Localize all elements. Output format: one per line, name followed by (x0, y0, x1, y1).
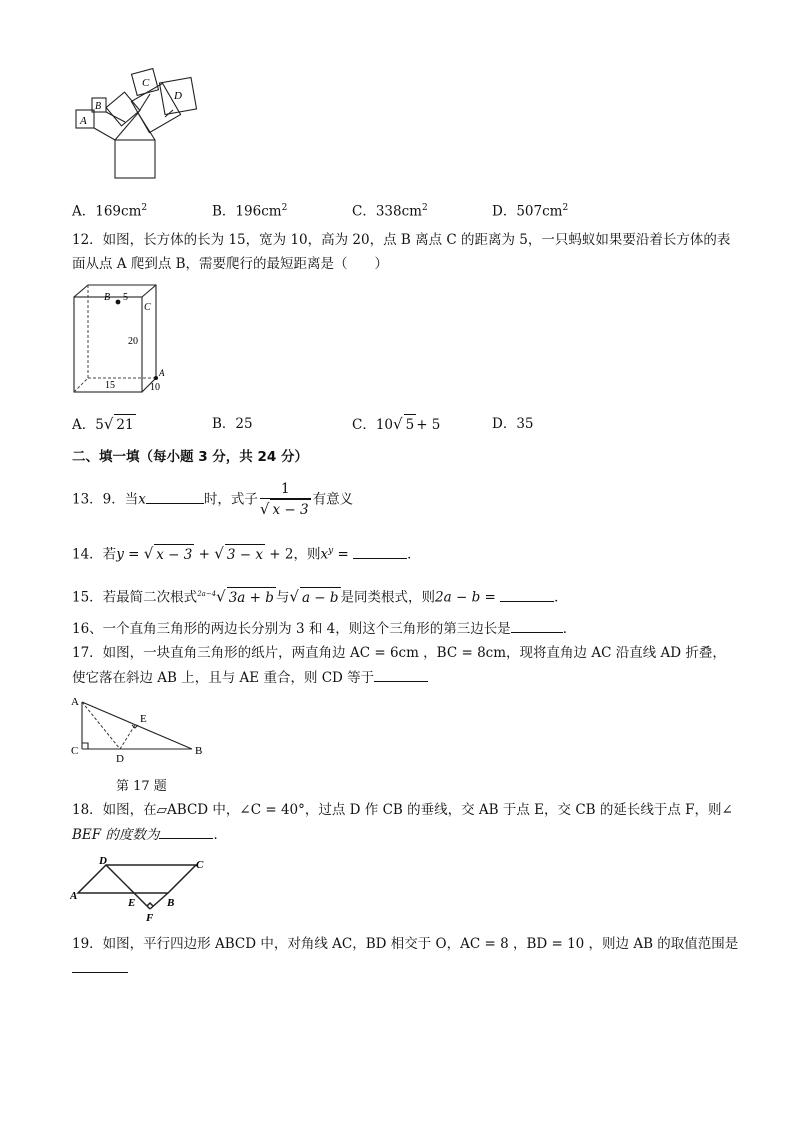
q12-text-line2: 面从点 A 爬到点 B，需要爬行的最短距离是（ ） (72, 256, 389, 272)
q14 (72, 541, 421, 565)
option-letter: D． (492, 203, 517, 220)
period: ． (407, 546, 421, 563)
label-a: A (159, 368, 165, 378)
radical-sign: √ (289, 587, 299, 606)
q12-option-a (72, 414, 136, 435)
radicand: 3a + b (227, 587, 276, 608)
label-d: D (99, 855, 107, 867)
option-value: 196cm (235, 203, 282, 220)
option-letter: A． (72, 417, 96, 433)
option-suffix: + 5 (416, 417, 441, 433)
q11-option-b (212, 198, 287, 222)
plus-sign: + (194, 546, 215, 563)
radical-sign: √ (103, 415, 114, 433)
label-a: A (80, 115, 87, 127)
option-value: 338cm (375, 203, 422, 220)
option-letter: C． (352, 417, 376, 433)
q11-option-c (352, 198, 428, 222)
numerator: 1 (260, 480, 311, 499)
label-f: F (146, 912, 154, 923)
q18-text-line1: 18．如图，在▱ABCD 中，∠C = 40°，过点 D 作 CB 的垂线，交 AB 于点 E，交 CB 的延长线于点 F，则∠ (72, 802, 733, 818)
label-b: B (95, 101, 102, 112)
q13-middle: 时，式子 (203, 491, 258, 508)
answer-blank[interactable] (500, 587, 554, 602)
period: ． (554, 589, 568, 606)
q12-option-b (212, 414, 253, 434)
option-value: 25 (235, 416, 253, 432)
option-letter: B． (212, 416, 236, 432)
figure-caption: 第 17 题 (116, 779, 167, 794)
period: ． (213, 827, 227, 843)
label-b: B (104, 292, 111, 303)
q16-text: 16、一个直角三角形的两边长分别为 3 和 4，则这个三角形的第三边长是 (72, 621, 511, 637)
label-c: C (144, 302, 151, 313)
option-letter: A． (72, 203, 96, 220)
radical-sign: √ (143, 544, 154, 563)
label-e: E (128, 897, 136, 909)
fraction (260, 480, 311, 520)
option-exponent: 2 (281, 203, 288, 213)
q15-prefix: 15．若最简二次根式 (72, 589, 198, 606)
right-triangle-fold-figure (70, 692, 210, 762)
equation-lhs: y = (116, 546, 144, 563)
q18-text-line2: BEF 的度数为 (72, 827, 160, 843)
label-c: C (142, 77, 150, 89)
option-letter: B． (212, 203, 236, 220)
q12-text-line1: 12．如图，长方体的长为 15，宽为 10，高为 20，点 B 离点 C 的距离为 5，一只蚂蚁如果要沿着长方体的表 (72, 232, 731, 248)
q13-suffix: 有意义 (312, 491, 354, 508)
radicand: x − 3 (154, 544, 194, 565)
q14-middle: ，则 (293, 546, 321, 563)
q19-text: 19．如图，平行四边形 ABCD 中，对角线 AC，BD 相交于 O，AC = 8 ，BD = 10 ，则边 AB 的取值范围是 (72, 936, 739, 952)
equals-sign: = (333, 546, 354, 563)
label-20: 20 (128, 336, 138, 347)
label-a: A (71, 696, 79, 708)
pythagoras-tree-figure (70, 64, 210, 182)
label-b: B (167, 897, 175, 909)
q15 (72, 584, 568, 608)
period: ． (562, 621, 577, 637)
q16 (72, 618, 576, 639)
constant-term: + 2 (264, 546, 294, 563)
q12-option-d (492, 414, 534, 434)
q17-text-line1: 17．如图，一块直角三角形的纸片，两直角边 AC = 6cm ，BC = 8cm，现将直角边 AC 沿直线 AD 折叠， (72, 645, 726, 661)
answer-blank[interactable] (146, 489, 204, 504)
expression: 2a − b = (435, 589, 501, 606)
q15-post: 是同类根式，则 (340, 589, 436, 606)
power-exponent: y (328, 546, 334, 556)
option-exponent: 2 (421, 203, 428, 213)
variable-x: x (138, 491, 146, 508)
denominator: √ x − 3 (259, 500, 309, 518)
q11-option-d (492, 198, 568, 222)
option-coeff: 5 (95, 417, 104, 433)
radicand: 3 − x (225, 544, 265, 565)
radicand: a − b (300, 587, 341, 608)
option-letter: D． (492, 416, 517, 432)
section-title: 二、填一填（每小题 3 分，共 24 分） (72, 449, 308, 465)
q17-text-line2: 使它落在斜边 AB 上，且与 AE 重合，则 CD 等于 (72, 670, 375, 686)
label-a: A (70, 890, 78, 902)
radical-sign: √ (214, 544, 224, 563)
root-index: 2a−4 (197, 590, 217, 598)
label-b: B (195, 745, 203, 757)
answer-blank[interactable] (511, 618, 563, 633)
radicand: 21 (114, 414, 135, 435)
power-base: x (320, 546, 329, 563)
answer-blank[interactable] (159, 824, 213, 839)
option-value: 507cm (516, 203, 563, 220)
option-value: 169cm (95, 203, 142, 220)
answer-blank[interactable] (353, 544, 407, 559)
q15-middle: 与 (275, 589, 290, 606)
answer-blank[interactable] (374, 667, 428, 682)
label-c: C (196, 859, 204, 871)
label-10: 10 (150, 382, 160, 393)
q11-option-a (72, 198, 147, 222)
answer-blank[interactable] (72, 958, 128, 973)
radical-sign: √ (393, 415, 403, 433)
q13-prefix: 13．9．当 (72, 491, 139, 508)
q14-prefix: 14．若 (72, 546, 117, 563)
q12-option-c (352, 414, 440, 435)
q18-line2 (72, 824, 227, 845)
radicand: x − 3 (270, 499, 310, 520)
option-exponent: 2 (562, 203, 569, 213)
radicand: 5 (404, 414, 417, 435)
radical-sign: √ (216, 587, 226, 606)
label-d: D (116, 753, 124, 762)
option-exponent: 2 (141, 203, 148, 213)
q19-answer-line (72, 958, 128, 977)
label-e: E (140, 713, 147, 725)
label-15: 15 (105, 380, 115, 391)
label-5: 5 (123, 292, 128, 303)
option-letter: C． (352, 203, 376, 220)
q17-line2 (72, 667, 428, 688)
option-value: 35 (516, 416, 534, 432)
label-c: C (71, 745, 79, 757)
option-coeff: 10 (375, 417, 394, 433)
label-d: D (174, 90, 182, 102)
cuboid-figure (70, 282, 180, 394)
parallelogram-figure (70, 853, 220, 923)
q13 (72, 480, 353, 520)
